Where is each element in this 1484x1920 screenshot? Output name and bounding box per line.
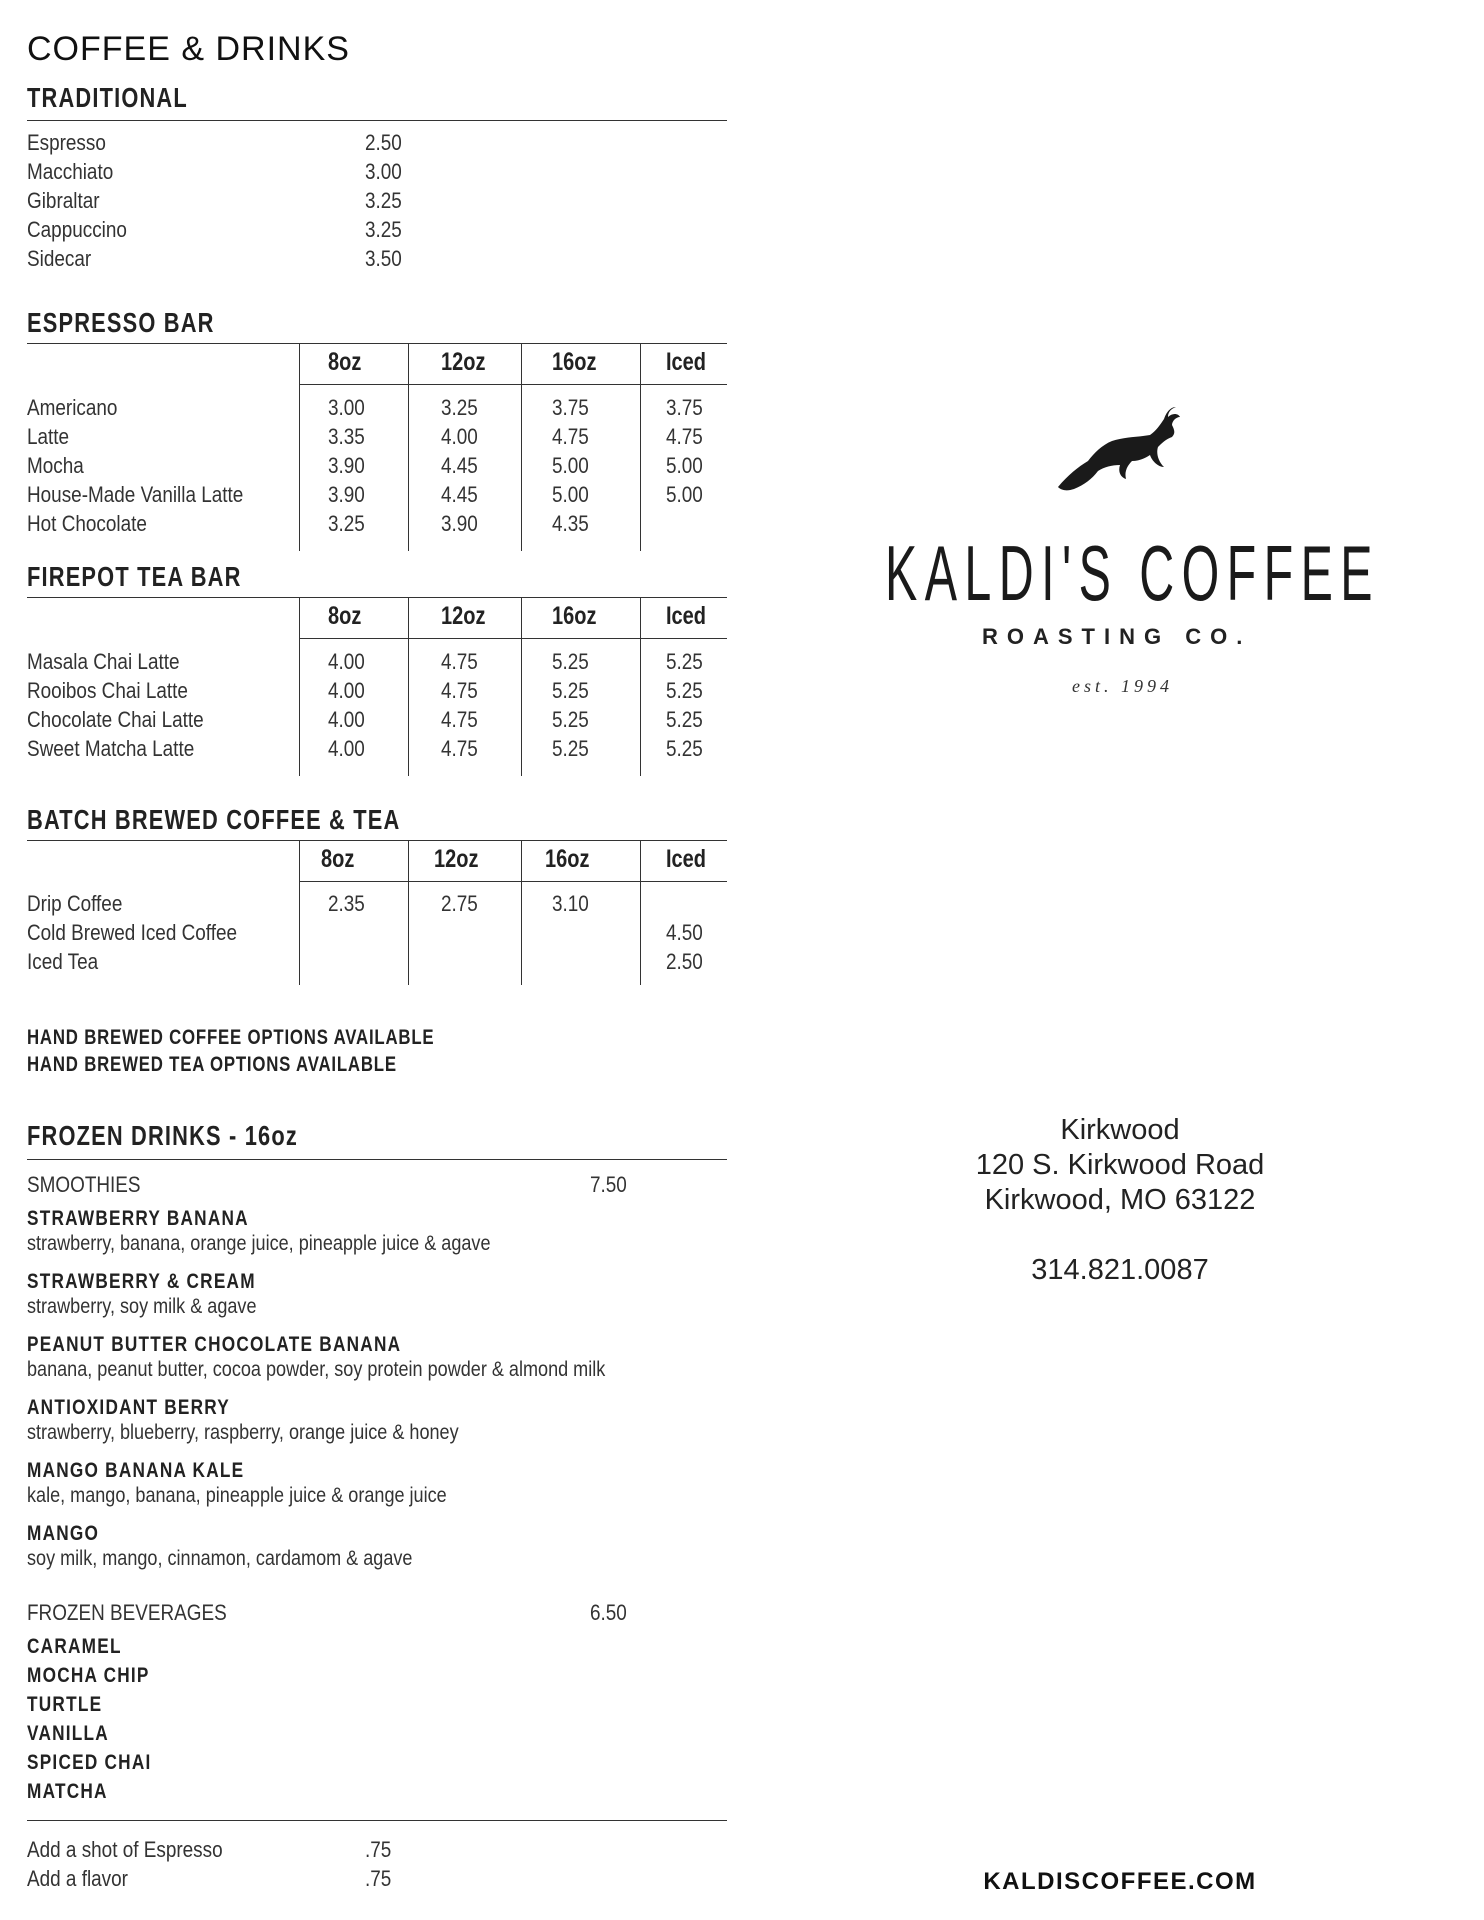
- smoothie-description: strawberry, blueberry, raspberry, orange juice & honey: [27, 1421, 459, 1444]
- menu-item-price: 5.00: [552, 482, 589, 507]
- menu-item: Drip Coffee: [27, 891, 123, 916]
- column-divider: [640, 344, 641, 551]
- smoothie-name: STRAWBERRY BANANA: [27, 1207, 249, 1230]
- menu-item-price: 3.90: [441, 511, 478, 536]
- smoothie-name: STRAWBERRY & CREAM: [27, 1270, 256, 1293]
- menu-item-price: 4.45: [441, 453, 478, 478]
- frozen-beverage-name: MOCHA CHIP: [27, 1664, 150, 1687]
- note-hand-brewed-coffee: HAND BREWED COFFEE OPTIONS AVAILABLE: [27, 1026, 435, 1049]
- menu-item-price: 3.10: [552, 891, 589, 916]
- table-header-rule: [299, 384, 727, 385]
- menu-item: Americano: [27, 395, 118, 420]
- menu-item: Cappuccino: [27, 217, 127, 242]
- section-heading-espresso-bar: ESPRESSO BAR: [27, 307, 215, 338]
- menu-item-price: 3.00: [328, 395, 365, 420]
- menu-item-price: 4.45: [441, 482, 478, 507]
- menu-item-price: 5.25: [552, 649, 589, 674]
- column-divider: [408, 598, 409, 776]
- subheading-smoothies: SMOOTHIES: [27, 1172, 141, 1197]
- size-header-16oz: 16oz: [545, 845, 590, 873]
- menu-item-price: 5.25: [666, 649, 703, 674]
- smoothie-name: MANGO BANANA KALE: [27, 1459, 245, 1482]
- menu-item: Chocolate Chai Latte: [27, 707, 204, 732]
- menu-item-price: 3.90: [328, 453, 365, 478]
- size-header-8oz: 8oz: [321, 845, 355, 873]
- menu-item-price: 4.75: [441, 649, 478, 674]
- frozen-beverage-name: SPICED CHAI: [27, 1751, 152, 1774]
- addon-item: Add a flavor: [27, 1866, 128, 1891]
- column-divider: [521, 841, 522, 985]
- menu-item: Iced Tea: [27, 949, 99, 974]
- table-header-rule: [299, 881, 727, 882]
- smoothie-description: strawberry, banana, orange juice, pineapple juice & agave: [27, 1232, 491, 1255]
- section-rule: [27, 343, 727, 344]
- smoothie-name: MANGO: [27, 1522, 100, 1545]
- menu-item-price: 3.25: [441, 395, 478, 420]
- smoothie-description: banana, peanut butter, cocoa powder, soy protein powder & almond milk: [27, 1358, 606, 1381]
- addon-price: .75: [365, 1866, 392, 1891]
- menu-item: Gibraltar: [27, 188, 100, 213]
- smoothie-description: soy milk, mango, cinnamon, cardamom & agave: [27, 1547, 413, 1570]
- menu-item-price: 2.50: [365, 130, 402, 155]
- size-header-12oz: 12oz: [441, 348, 486, 376]
- section-heading-traditional: TRADITIONAL: [27, 82, 188, 113]
- frozen-beverage-name: MATCHA: [27, 1780, 108, 1803]
- section-heading-batch-brewed: BATCH BREWED COFFEE & TEA: [27, 804, 401, 835]
- frozen-beverage-name: TURTLE: [27, 1693, 103, 1716]
- smoothie-description: kale, mango, banana, pineapple juice & orange juice: [27, 1484, 447, 1507]
- menu-item-price: 5.25: [552, 707, 589, 732]
- menu-item-price: 2.75: [441, 891, 478, 916]
- location-name: Kirkwood: [1060, 1114, 1180, 1146]
- section-rule: [27, 840, 727, 841]
- frozen-beverage-name: CARAMEL: [27, 1635, 122, 1658]
- menu-item-price: 4.00: [441, 424, 478, 449]
- size-header-12oz: 12oz: [434, 845, 479, 873]
- column-divider: [640, 598, 641, 776]
- menu-title: COFFEE & DRINKS: [27, 30, 350, 68]
- menu-item: Espresso: [27, 130, 106, 155]
- menu-item-price: 5.00: [666, 482, 703, 507]
- column-divider: [521, 598, 522, 776]
- column-divider: [408, 344, 409, 551]
- menu-item: Sweet Matcha Latte: [27, 736, 195, 761]
- column-divider: [408, 841, 409, 985]
- size-header-iced: Iced: [666, 602, 707, 630]
- menu-item-price: 3.50: [365, 246, 402, 271]
- subheading-frozen-beverages: FROZEN BEVERAGES: [27, 1600, 227, 1625]
- menu-item: Cold Brewed Iced Coffee: [27, 920, 238, 945]
- smoothie-name: PEANUT BUTTER CHOCOLATE BANANA: [27, 1333, 402, 1356]
- smoothies-price: 7.50: [590, 1172, 627, 1197]
- size-header-iced: Iced: [666, 348, 707, 376]
- leaping-goat-icon: [1054, 395, 1184, 495]
- section-rule: [27, 1159, 727, 1160]
- menu-item: Sidecar: [27, 246, 92, 271]
- menu-item-price: 4.75: [441, 678, 478, 703]
- menu-item-price: 3.25: [328, 511, 365, 536]
- menu-item: Rooibos Chai Latte: [27, 678, 188, 703]
- size-header-8oz: 8oz: [328, 602, 362, 630]
- menu-item-price: 2.50: [666, 949, 703, 974]
- menu-item-price: 3.35: [328, 424, 365, 449]
- menu-item-price: 3.75: [666, 395, 703, 420]
- section-rule: [27, 597, 727, 598]
- menu-item-price: 5.25: [666, 736, 703, 761]
- menu-item-price: 3.00: [365, 159, 402, 184]
- note-hand-brewed-tea: HAND BREWED TEA OPTIONS AVAILABLE: [27, 1053, 397, 1076]
- location-city: Kirkwood, MO 63122: [984, 1184, 1256, 1216]
- menu-item-price: 3.75: [552, 395, 589, 420]
- menu-item-price: 3.25: [365, 188, 402, 213]
- menu-item-price: 3.90: [328, 482, 365, 507]
- menu-item: House-Made Vanilla Latte: [27, 482, 244, 507]
- frozen-beverage-name: VANILLA: [27, 1722, 109, 1745]
- section-heading-firepot-tea-bar: FIREPOT TEA BAR: [27, 561, 242, 592]
- menu-item-price: 5.25: [666, 707, 703, 732]
- size-header-16oz: 16oz: [552, 348, 597, 376]
- menu-item-price: 5.00: [666, 453, 703, 478]
- menu-item-price: 4.75: [666, 424, 703, 449]
- column-divider: [299, 841, 300, 985]
- section-rule: [27, 120, 727, 121]
- menu-item: Latte: [27, 424, 70, 449]
- smoothie-name: ANTIOXIDANT BERRY: [27, 1396, 231, 1419]
- menu-item-price: 4.35: [552, 511, 589, 536]
- brand-established: est. 1994: [1072, 676, 1173, 696]
- menu-item-price: 4.00: [328, 707, 365, 732]
- addon-item: Add a shot of Espresso: [27, 1837, 223, 1862]
- location-phone: 314.821.0087: [1031, 1254, 1209, 1286]
- menu-item: Masala Chai Latte: [27, 649, 180, 674]
- size-header-12oz: 12oz: [441, 602, 486, 630]
- menu-item: Hot Chocolate: [27, 511, 147, 536]
- menu-item-price: 4.00: [328, 678, 365, 703]
- menu-item-price: 4.00: [328, 649, 365, 674]
- menu-item-price: 5.00: [552, 453, 589, 478]
- menu-item-price: 4.50: [666, 920, 703, 945]
- addon-price: .75: [365, 1837, 392, 1862]
- section-rule: [27, 1820, 727, 1821]
- menu-item-price: 4.75: [552, 424, 589, 449]
- menu-item-price: 4.00: [328, 736, 365, 761]
- table-header-rule: [299, 638, 727, 639]
- brand-subtitle: ROASTING CO.: [982, 624, 1252, 649]
- menu-item-price: 4.75: [441, 707, 478, 732]
- menu-item-price: 4.75: [441, 736, 478, 761]
- menu-item: Mocha: [27, 453, 84, 478]
- section-heading-frozen: FROZEN DRINKS - 16oz: [27, 1120, 298, 1151]
- menu-item-price: 5.25: [552, 678, 589, 703]
- location-street: 120 S. Kirkwood Road: [975, 1149, 1265, 1181]
- column-divider: [299, 598, 300, 776]
- smoothie-description: strawberry, soy milk & agave: [27, 1295, 257, 1318]
- website-link[interactable]: KALDISCOFFEE.COM: [983, 1868, 1257, 1895]
- size-header-8oz: 8oz: [328, 348, 362, 376]
- size-header-iced: Iced: [666, 845, 707, 873]
- size-header-16oz: 16oz: [552, 602, 597, 630]
- menu-item-price: 5.25: [666, 678, 703, 703]
- frozen-beverages-price: 6.50: [590, 1600, 627, 1625]
- column-divider: [521, 344, 522, 551]
- menu-item: Macchiato: [27, 159, 114, 184]
- menu-item-price: 5.25: [552, 736, 589, 761]
- brand-name: KALDI'S COFFEE: [885, 529, 1380, 617]
- column-divider: [299, 344, 300, 551]
- column-divider: [640, 841, 641, 985]
- menu-item-price: 2.35: [328, 891, 365, 916]
- menu-item-price: 3.25: [365, 217, 402, 242]
